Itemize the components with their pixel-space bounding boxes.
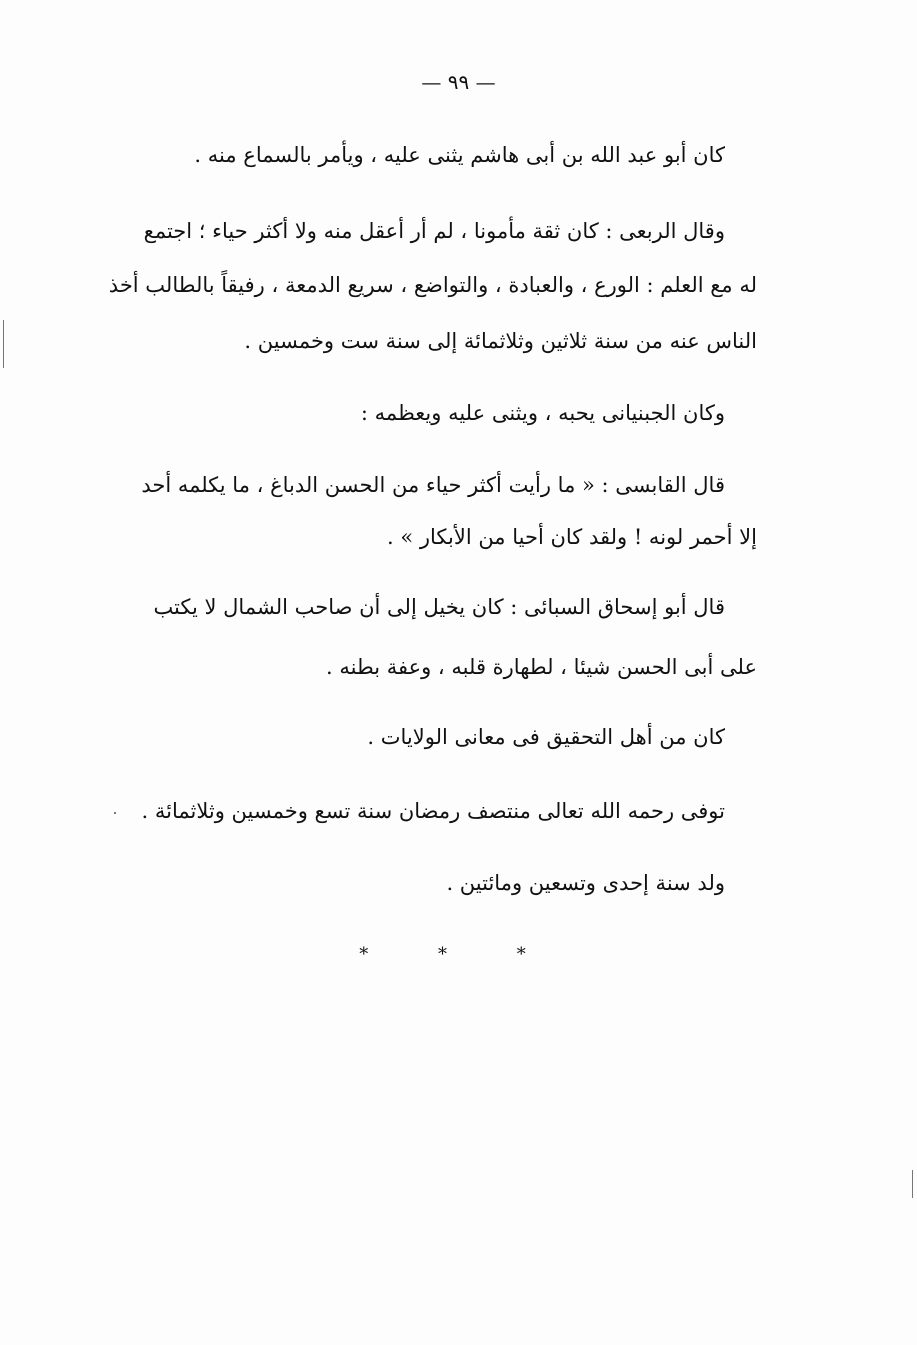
text-line-3: له مع العلم : الورع ، والعبادة ، والتواضع ، سريع الدمعة ، رفيقاً بالطالب أخذ (108, 273, 757, 297)
text-line-1: كان أبو عبد الله بن أبى هاشم يثنى عليه ، ويأمر بالسماع منه . (194, 143, 725, 167)
text-line-11: توفى رحمه الله تعالى منتصف رمضان سنة تسع وخمسين وثلاثمائة . (141, 799, 725, 823)
scan-edge-mark (912, 1170, 913, 1198)
text-line-9: على أبى الحسن شيئا ، لطهارة قلبه ، وعفة بطنه . (326, 655, 757, 679)
scan-edge-mark (3, 320, 4, 368)
text-line-2: وقال الربعى : كان ثقة مأمونا ، لم أر أعقل منه ولا أكثر حياء ؛ اجتمع (143, 219, 725, 243)
text-line-6: قال القابسى : « ما رأيت أكثر حياء من الحسن الدباغ ، ما يكلمه أحد (141, 473, 725, 497)
page-number: — ٩٩ — (421, 70, 496, 94)
section-separator: * * * (359, 944, 558, 965)
text-line-4: الناس عنه من سنة ثلاثين وثلاثمائة إلى سنة ست وخمسين . (244, 329, 757, 353)
text-line-8: قال أبو إسحاق السبائى : كان يخيل إلى أن صاحب الشمال لا يكتب (153, 595, 725, 619)
scan-speck (114, 812, 116, 814)
text-line-5: وكان الجبنيانى يحبه ، ويثنى عليه ويعظمه : (360, 401, 725, 425)
text-line-10: كان من أهل التحقيق فى معانى الولايات . (367, 725, 725, 749)
text-line-12: ولد سنة إحدى وتسعين ومائتين . (446, 871, 725, 895)
text-line-7: إلا أحمر لونه ! ولقد كان أحيا من الأبكار » . (386, 525, 757, 549)
